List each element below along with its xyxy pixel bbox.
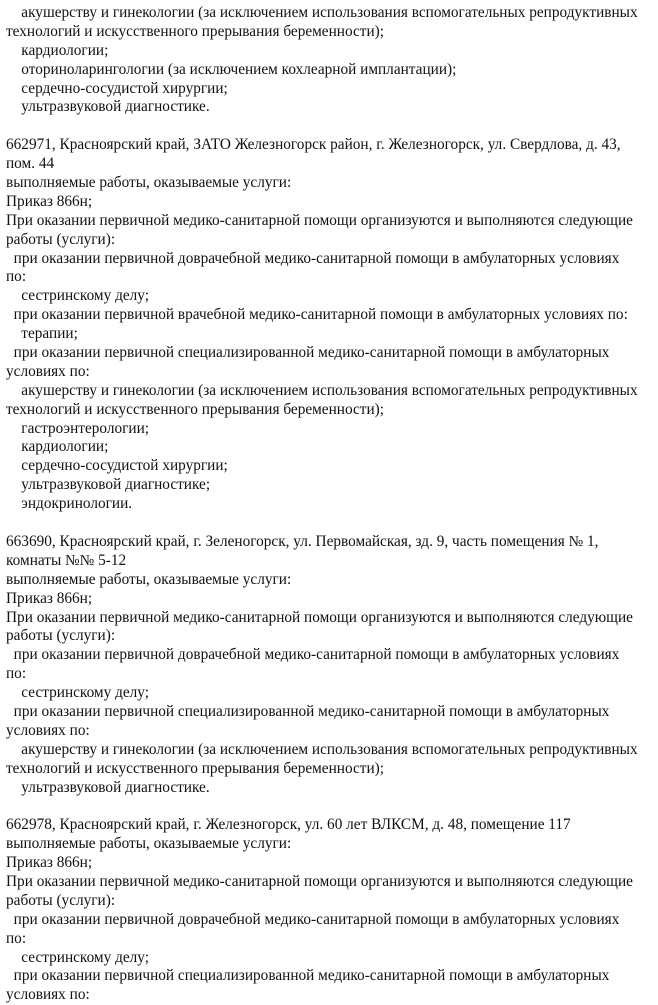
section-line: при оказании первичной специализированной медико-санитарной помощи в амбулаторных bbox=[6, 967, 610, 985]
section-line: при оказании первичной специализированной медико-санитарной помощи в амбулаторных bbox=[6, 702, 610, 720]
section-line: при оказании первичной доврачебной медико-санитарной помощи в амбулаторных условиях bbox=[6, 910, 620, 928]
section-line: акушерству и гинекологии (за исключением использования вспомогательных репродуктивных bbox=[6, 740, 638, 758]
section-line: выполняемые работы, оказываемые услуги: bbox=[6, 174, 292, 192]
section-line: выполняемые работы, оказываемые услуги: bbox=[6, 570, 292, 588]
section-line: сестринскому делу; bbox=[6, 684, 149, 702]
address-line: 663690, Красноярский край, г. Зеленогорск, ул. Первомайская, зд. 9, часть помещения № 1, bbox=[6, 532, 599, 550]
intro-line: ультразвуковой диагностике. bbox=[6, 98, 210, 116]
address-line: 662978, Красноярский край, г. Железногорск, ул. 60 лет ВЛКСМ, д. 48, помещение 117 bbox=[6, 816, 571, 834]
section-line: работы (услуги): bbox=[6, 627, 116, 645]
section-line: сестринскому делу; bbox=[6, 287, 149, 305]
section-line: по: bbox=[6, 929, 27, 947]
section-line: работы (услуги): bbox=[6, 891, 116, 909]
section-line: технологий и искусственного прерывания беременности); bbox=[6, 400, 385, 418]
section-line: работы (услуги): bbox=[6, 230, 116, 248]
section-line: Приказ 866н; bbox=[6, 589, 93, 607]
intro-line: кардиологии; bbox=[6, 41, 109, 59]
section-line: технологий и искусственного прерывания беременности); bbox=[6, 759, 385, 777]
section-line: ультразвуковой диагностике; bbox=[6, 476, 211, 494]
license-document bbox=[6, 4, 654, 1005]
section-line: при оказании первичной доврачебной медико-санитарной помощи в амбулаторных условиях bbox=[6, 646, 620, 664]
address-section-2 bbox=[6, 533, 654, 797]
section-line: сердечно-сосудистой хирургии; bbox=[6, 457, 228, 475]
section-line: при оказании первичной доврачебной медико-санитарной помощи в амбулаторных условиях bbox=[6, 249, 620, 267]
section-line: гастроэнтерологии; bbox=[6, 419, 150, 437]
section-line: сестринскому делу; bbox=[6, 948, 149, 966]
address-line: комнаты №№ 5-12 bbox=[6, 551, 127, 569]
intro-line: акушерству и гинекологии (за исключением использования вспомогательных репродуктивных bbox=[6, 4, 638, 21]
section-line: по: bbox=[6, 268, 27, 286]
section-line: При оказании первичной медико-санитарной помощи организуются и выполняются следующие bbox=[6, 608, 633, 626]
section-line: При оказании первичной медико-санитарной помощи организуются и выполняются следующие bbox=[6, 211, 633, 229]
intro-line: оториноларингологии (за исключением кохлеарной имплантации); bbox=[6, 60, 457, 78]
section-line: по: bbox=[6, 665, 27, 683]
section-line: ультразвуковой диагностике. bbox=[6, 778, 210, 796]
section-line: условиях по: bbox=[6, 986, 90, 1004]
address-section-1 bbox=[6, 136, 654, 514]
section-line: условиях по: bbox=[6, 362, 90, 380]
paragraph-gap bbox=[6, 514, 654, 533]
section-line: выполняемые работы, оказываемые услуги: bbox=[6, 835, 292, 853]
section-line: При оказании первичной медико-санитарной помощи организуются и выполняются следующие bbox=[6, 872, 633, 890]
section-line: при оказании первичной специализированной медико-санитарной помощи в амбулаторных bbox=[6, 344, 610, 362]
section-line: Приказ 866н; bbox=[6, 192, 93, 210]
section-line: кардиологии; bbox=[6, 438, 109, 456]
address-line: пом. 44 bbox=[6, 155, 55, 173]
intro-line: сердечно-сосудистой хирургии; bbox=[6, 79, 228, 97]
section-line: терапии; bbox=[6, 325, 78, 343]
paragraph-gap bbox=[6, 117, 654, 136]
section-line: условиях по: bbox=[6, 721, 90, 739]
intro-line: технологий и искусственного прерывания беременности); bbox=[6, 22, 385, 40]
section-line: при оказании первичной врачебной медико-санитарной помощи в амбулаторных условиях по: bbox=[6, 306, 628, 324]
section-line: эндокринологии. bbox=[6, 495, 133, 513]
intro-block bbox=[6, 4, 654, 117]
section-line: Приказ 866н; bbox=[6, 854, 93, 872]
address-line: 662971, Красноярский край, ЗАТО Железногорск район, г. Железногорск, ул. Свердлова, д. 43, bbox=[6, 136, 621, 154]
paragraph-gap bbox=[6, 797, 654, 816]
section-line: акушерству и гинекологии (за исключением использования вспомогательных репродуктивных bbox=[6, 381, 638, 399]
address-section-3 bbox=[6, 816, 654, 1005]
